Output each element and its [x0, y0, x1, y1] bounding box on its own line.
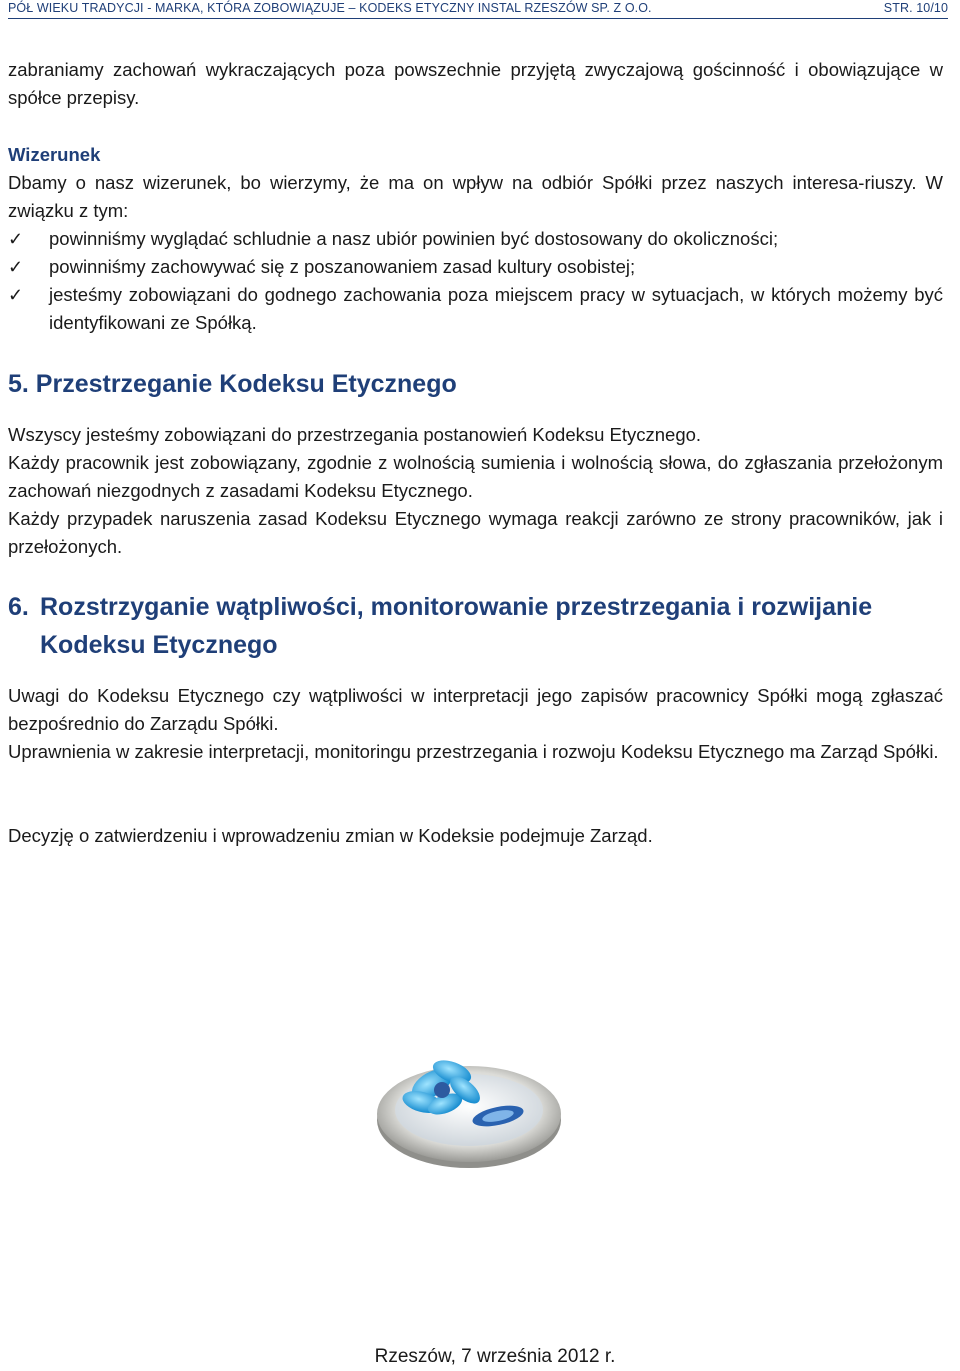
section-6-body — [8, 682, 943, 766]
section-5-title: 5. Przestrzeganie Kodeksu Etycznego — [8, 370, 457, 398]
intro-paragraph: zabraniamy zachowań wykraczających poza powszechnie przyjętą zwyczajową gościnność i obowiązujące w spółce przepisy. — [8, 59, 943, 108]
section-6-paragraph-3: Decyzję o zatwierdzeniu i wprowadzeniu zmian w Kodeksie podejmuje Zarząd. — [8, 825, 653, 846]
section-6-closing — [8, 822, 943, 850]
section-5-body — [8, 421, 943, 561]
list-item — [8, 281, 943, 337]
wizerunek-section — [8, 141, 943, 337]
list-item — [8, 225, 943, 253]
section-6-paragraph-2: Uprawnienia w zakresie interpretacji, monitoringu przestrzegania i rozwoju Kodeksu Etycznego ma Zarząd Spółki. — [8, 741, 939, 762]
checkmark-icon: ✓ — [8, 229, 24, 249]
checkmark-icon: ✓ — [8, 257, 24, 277]
section-5-paragraph-2: Każdy pracownik jest zobowiązany, zgodnie z wolnością sumienia i wolnością słowa, do zgłaszania przełożonym zachowań niezgodnych z zasadami Kodeksu Etycznego. — [8, 452, 943, 501]
page-number: STR. 10/10 — [883, 1, 948, 15]
wizerunek-paragraph: Dbamy o nasz wizerunek, bo wierzymy, że ma on wpływ na odbiór Spółki przez naszych interesa-riuszy. W związku z tym: — [8, 172, 943, 221]
list-item-text: powinniśmy wyglądać schludnie a nasz ubiór powinien być dostosowany do okoliczności; — [49, 228, 779, 249]
wizerunek-title: Wizerunek — [8, 144, 101, 165]
list-item — [8, 253, 943, 281]
section-5-paragraph-3: Każdy przypadek naruszenia zasad Kodeksu Etycznego wymaga reakcji zarówno ze strony pracowników, jak i przełożonych. — [8, 508, 943, 557]
intro-block — [8, 56, 943, 112]
section-6-paragraph-1: Uwagi do Kodeksu Etycznego czy wątpliwości w interpretacji jego zapisów pracownicy Spółki mogą zgłaszać bezpośrednio do Zarządu Spółki. — [8, 685, 943, 734]
document-date: Rzeszów, 7 września 2012 r. — [374, 1346, 616, 1367]
section-6-number: 6. — [8, 593, 29, 621]
list-item-text: powinniśmy zachowywać się z poszanowaniem zasad kultury osobistej; — [49, 256, 636, 277]
section-6 — [8, 588, 943, 664]
header-title: PÓŁ WIEKU TRADYCJI - MARKA, KTÓRA ZOBOWIĄZUJE – KODEKS ETYCZNY INSTAL RZESZÓW SP. Z O.O. — [8, 1, 652, 15]
list-item-text: jesteśmy zobowiązani do godnego zachowania poza miejscem pracy w sytuacjach, w których możemy być identyfikowani ze Spółką. — [49, 284, 943, 333]
section-6-title-line-2: Kodeksu Etycznego — [40, 631, 278, 659]
checkmark-icon: ✓ — [8, 285, 24, 305]
section-5-paragraph-1: Wszyscy jesteśmy zobowiązani do przestrzegania postanowień Kodeksu Etycznego. — [8, 424, 702, 445]
section-5 — [8, 368, 943, 400]
page-header — [8, 0, 948, 19]
section-6-title — [8, 588, 943, 664]
company-logo-image — [370, 1024, 568, 1174]
section-6-title-line-1: Rozstrzyganie wątpliwości, monitorowanie przestrzegania i rozwijanie — [40, 593, 873, 621]
wizerunek-list — [8, 225, 943, 337]
